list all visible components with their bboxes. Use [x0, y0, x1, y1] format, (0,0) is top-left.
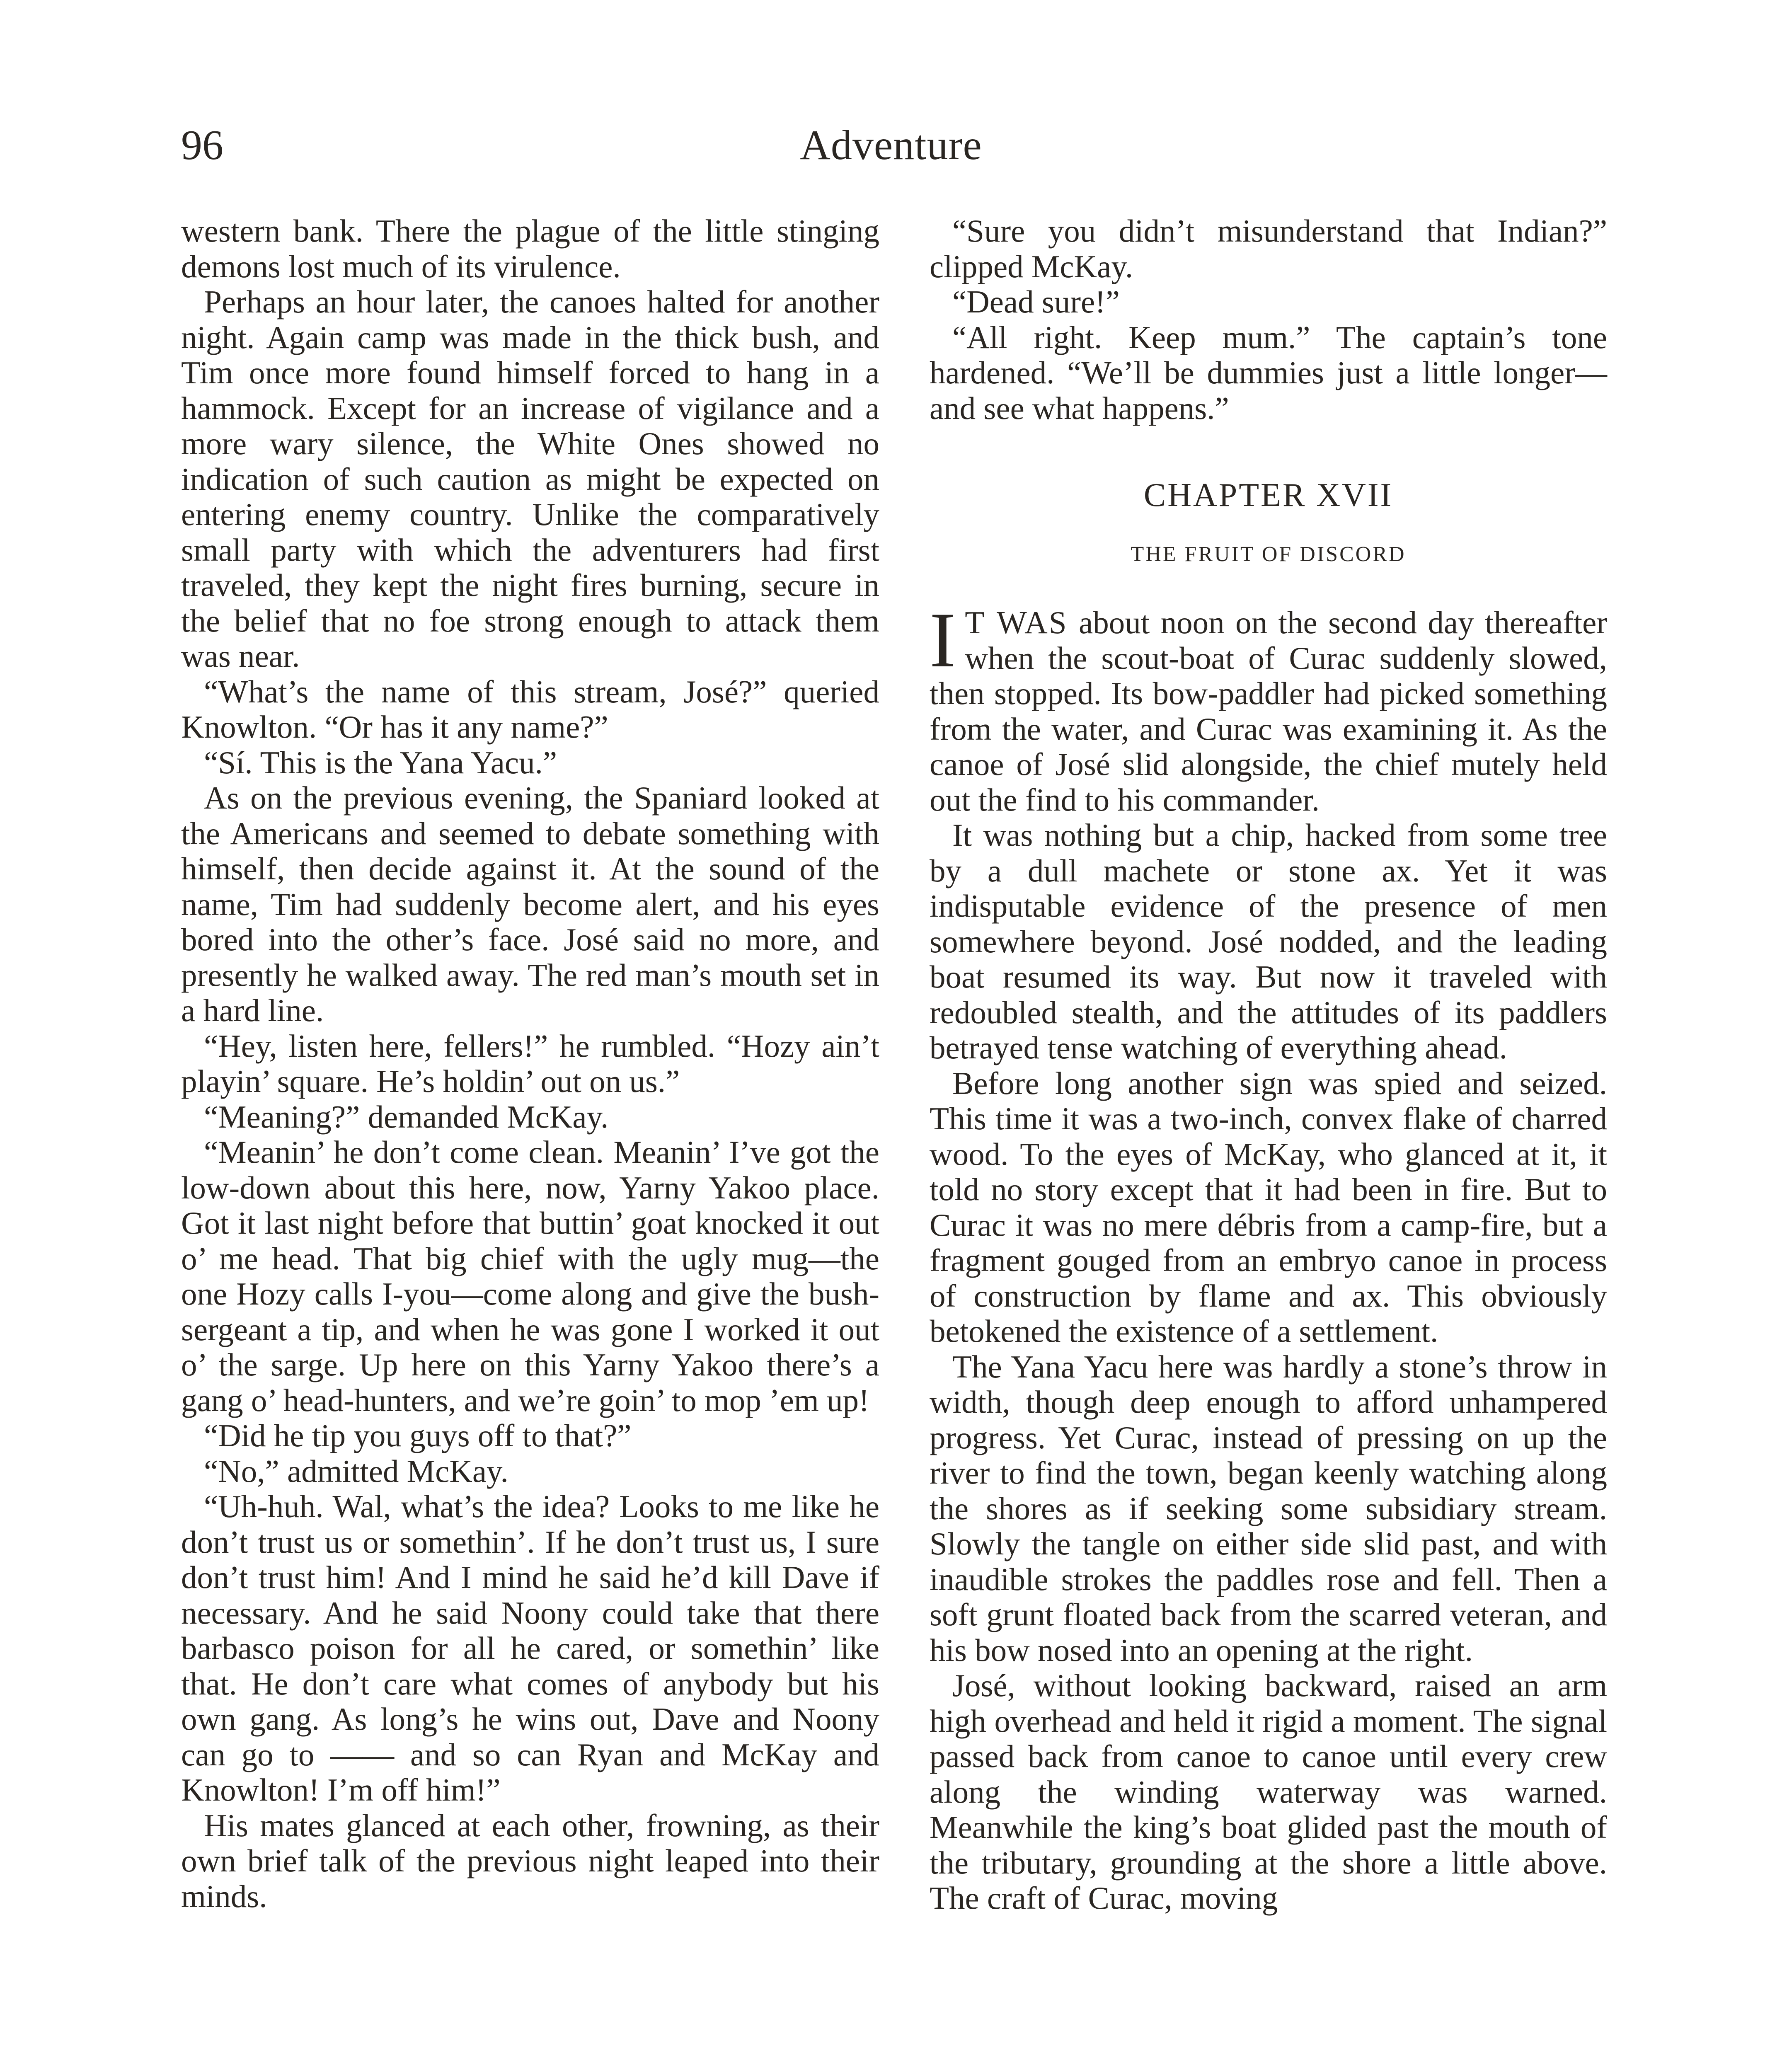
paragraph: It was nothing but a chip, hacked from some tree by a dull machete or stone ax. Yet it was indisputable evidence of the presence of men somewhere beyond. José nodded, and the leading boat resumed its way. But now it traveled with redoubled stealth, and the attitudes of its paddlers betrayed tense watching of everything ahead.: [930, 817, 1607, 1065]
running-head: Adventure: [800, 122, 982, 169]
paragraph: His mates glanced at each other, frowning, as their own brief talk of the previous night leaped into their minds.: [181, 1807, 879, 1914]
paragraph: “Uh-huh. Wal, what’s the idea? Looks to me like he don’t trust us or somethin’. If he don’t trust us, I sure don’t trust him! And I mind he said he’d kill Dave if necessary. And he said Noony could take that there barbasco poison for all he cared, or somethin’ like that. He don’t care what comes of anybody but his own gang. As long’s he wins out, Dave and Noony can go to —— and so can Ryan and McKay and Knowlton! I’m off him!”: [181, 1489, 879, 1808]
paragraph: “Meanin’ he don’t come clean. Meanin’ I’ve got the low-down about this here, now, Yarny Yakoo place. Got it last night before that buttin’ goat knocked it out o’ me head. That big chief with the ugly mug—the one Hozy calls I-you—come along and give the bush-sergeant a tip, and when he was gone I worked it out o’ the sarge. Up here on this Yarny Yakoo there’s a gang o’ head-hunters, and we’re goin’ to mop ’em up!: [181, 1134, 879, 1418]
paragraph: “No,” admitted McKay.: [204, 1453, 508, 1489]
opening-caps: T WAS: [965, 605, 1068, 640]
page-number: 96: [181, 122, 223, 169]
opening-text: about noon on the second day thereafter when the scout-boat of Curac suddenly slowed, then stopped. Its bow-paddler had picked something from the water, and Curac was examining it. As the canoe of José slid alongside, the chief mutely held out the find to his commander.: [930, 605, 1607, 818]
paragraph: As on the previous evening, the Spaniard looked at the Americans and seemed to debate something with himself, then decide against it. At the sound of the name, Tim had suddenly become alert, and his eyes bored into the other’s face. José said no more, and presently he walked away. The red man’s mouth set in a hard line.: [181, 780, 879, 1028]
paragraph: “Sí. This is the Yana Yacu.”: [204, 744, 557, 780]
chapter-opening-paragraph: [930, 597, 1607, 818]
paragraph: “Sure you didn’t misunderstand that Indian?” clipped McKay.: [930, 213, 1607, 284]
left-column: [181, 213, 879, 1914]
paragraph: “What’s the name of this stream, José?” queried Knowlton. “Or has it any name?”: [181, 673, 879, 745]
paragraph: “Dead sure!”: [952, 284, 1120, 320]
paragraph: “All right. Keep mum.” The captain’s tone hardened. “We’ll be dummies just a little longer—and see what happens.”: [930, 319, 1607, 426]
paragraph: Perhaps an hour later, the canoes halted for another night. Again camp was made in the thick bush, and Tim once more found himself forced to hang in a hammock. Except for an increase of vigilance and a more wary silence, the White Ones showed no indication of such caution as might be expected on entering enemy country. Unlike the comparatively small party with which the adventurers had first traveled, they kept the night fires burning, secure in the belief that no foe strong enough to attack them was near.: [181, 284, 879, 674]
chapter-subtitle: THE FRUIT OF DISCORD: [1131, 542, 1406, 566]
paragraph: “Meaning?” demanded McKay.: [204, 1099, 609, 1135]
paragraph: “Did he tip you guys off to that?”: [204, 1418, 632, 1453]
paragraph: western bank. There the plague of the little stinging demons lost much of its virulence.: [181, 213, 879, 284]
paragraph: “Hey, listen here, fellers!” he rumbled. “Hozy ain’t playin’ square. He’s holdin’ out on us.”: [181, 1028, 879, 1099]
paragraph: Before long another sign was spied and seized. This time it was a two-inch, convex flake of charred wood. To the eyes of McKay, who glanced at it, it told no story except that it had been in fire. But to Curac it was no mere débris from a camp-fire, but a fragment gouged from an embryo canoe in process of construction by flame and ax. This obviously betokened the existence of a settlement.: [930, 1065, 1607, 1349]
chapter-title: CHAPTER XVII: [1143, 477, 1393, 513]
drop-cap: I: [930, 597, 956, 684]
paragraph: The Yana Yacu here was hardly a stone’s throw in width, though deep enough to afford unhampered progress. Yet Curac, instead of pressing on up the river to find the town, began keenly watching along the shores as if seeking some subsidiary stream. Slowly the tangle on either side slid past, and with inaudible strokes the paddles rose and fell. Then a soft grunt floated back from the scarred veteran, and his bow nosed into an opening at the right.: [930, 1348, 1607, 1668]
right-column: [930, 213, 1607, 1916]
paragraph: José, without looking backward, raised an arm high overhead and held it rigid a moment. The signal passed back from canoe to canoe until every crew along the winding waterway was warned. Meanwhile the king’s boat glided past the mouth of the tributary, grounding at the shore a little above. The craft of Curac, moving: [930, 1668, 1607, 1916]
